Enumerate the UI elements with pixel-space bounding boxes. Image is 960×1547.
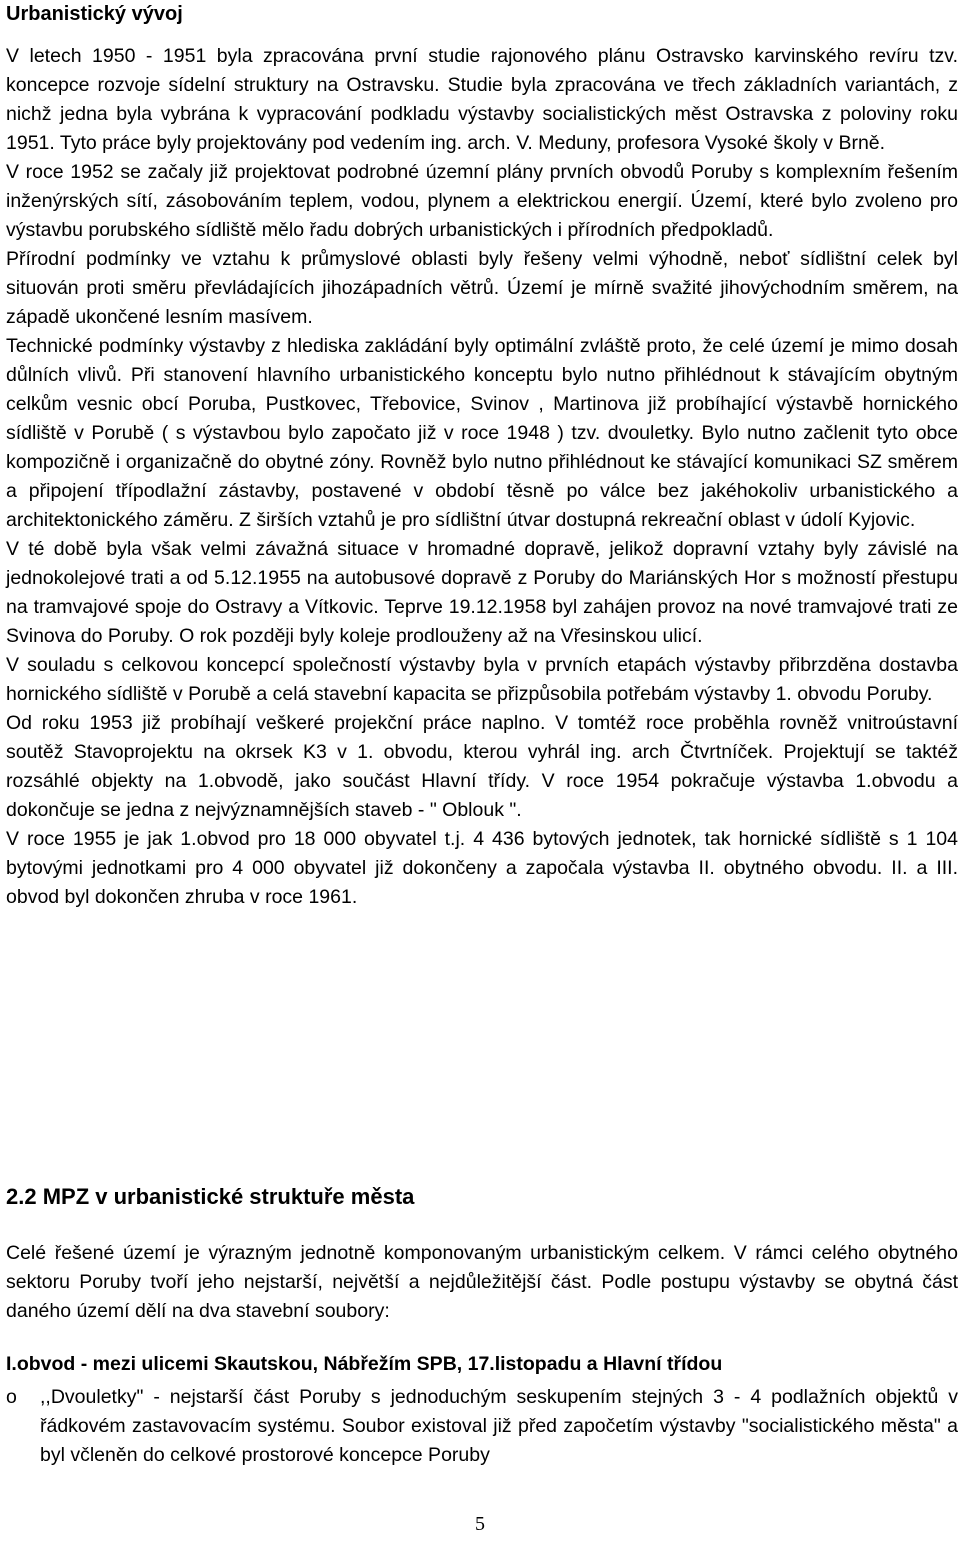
- paragraph: Technické podmínky výstavby z hlediska zakládání byly optimální zvláště proto, že celé území je mimo dosah důlních vlivů. Při stanovení hlavního urbanistického konceptu bylo nutno přihlédnout k stávajícím obytným celkům vesnic obcí Poruba, Pustkovec, Třebovice, Svinov , Martinova již probíhající výstavbě hornického sídliště v Porubě ( s výstavbou bylo započato již v roce 1948 ) tzv. dvouletky. Bylo nutno začlenit tyto obce kompozičně i organizačně do obytné zóny. Rovněž bylo nutno přihlédnout ke stávající komunikaci SZ směrem a připojení třípodlažní zástavby, postavené v období těsně po válce bez jakéhokoliv urbanistického a architektonického záměru. Z širších vztahů je pro sídlištní útvar dostupná rekreační oblast v údolí Kyjovic.: [6, 335, 958, 531]
- body-text: [6, 42, 958, 912]
- document-page: [6, 0, 958, 1466]
- list-item: [6, 1383, 958, 1470]
- subsection-heading: I.obvod - mezi ulicemi Skautskou, Nábřežím SPB, 17.listopadu a Hlavní třídou: [6, 1353, 723, 1375]
- bullet-icon: o: [6, 1386, 17, 1408]
- paragraph: V letech 1950 - 1951 byla zpracována první studie rajonového plánu Ostravsko karvinského revíru tzv. koncepce rozvoje sídelní struktury na Ostravsku. Studie byla zpracována ve třech základních variantách, z nichž jedna byla vybrána k vypracování podkladu výstavby socialistických měst Ostravska z poloviny roku 1951. Tyto práce byly projektovány pod vedením ing. arch. V. Meduny, profesora Vysoké školy v Brně.: [6, 45, 958, 154]
- list-item-text: ,,Dvouletky" - nejstarší část Poruby s jednoduchým seskupením stejných 3 - 4 podlažních objektů v řádkovém zastavovacím systému. Soubor existoval již před započetím výstavby "socialistického města" a byl včleněn do celkové prostorové koncepce Poruby: [40, 1386, 958, 1466]
- section-heading: 2.2 MPZ v urbanistické struktuře města: [6, 1184, 415, 1209]
- section-title: Urbanistický vývoj: [6, 3, 183, 25]
- paragraph: V té době byla však velmi závažná situace v hromadné dopravě, jelikož dopravní vztahy byly závislé na jednokolejové trati a od 5.12.1955 na autobusové dopravě z Poruby do Mariánských Hor s možností přestupu na tramvajové spoje do Ostravy a Vítkovic. Teprve 19.12.1958 byl zahájen provoz na nové tramvajové trati ze Svinova do Poruby. O rok později byly koleje prodlouženy až na Vřesinskou ulicí.: [6, 538, 958, 647]
- paragraph: Přírodní podmínky ve vztahu k průmyslové oblasti byly řešeny velmi výhodně, neboť sídlištní celek byl situován proti směru převládajících jihozápadních větrů. Území je mírně svažité jihovýchodním směrem, na západě ukončené lesním masívem.: [6, 248, 958, 328]
- page-number: 5: [475, 1513, 485, 1535]
- paragraph: V roce 1955 je jak 1.obvod pro 18 000 obyvatel t.j. 4 436 bytových jednotek, tak hornické sídliště s 1 104 bytovými jednotkami pro 4 000 obyvatel již dokončeny a započala výstavba II. obytného obvodu. II. a III. obvod byl dokončen zhruba v roce 1961.: [6, 828, 958, 908]
- paragraph: V roce 1952 se začaly již projektovat podrobné územní plány prvních obvodů Poruby s komplexním řešením inženýrských sítí, zásobováním teplem, vodou, plynem a elektrickou energií. Území, které bylo zvoleno pro výstavbu porubského sídliště mělo řadu dobrých urbanistických i přírodních předpokladů.: [6, 161, 958, 241]
- paragraph: Celé řešené území je výrazným jednotně komponovaným urbanistickým celkem. V rámci celého obytného sektoru Poruby tvoří jeho nejstarší, největší a nejdůležitější část. Podle postupu výstavby se obytná část daného území dělí na dva stavební soubory:: [6, 1242, 958, 1322]
- section-body: [6, 1239, 958, 1326]
- paragraph: Od roku 1953 již probíhají veškeré projekční práce naplno. V tomtéž roce proběhla rovněž vnitroústavní soutěž Stavoprojektu na okrsek K3 v 1. obvodu, kterou vyhrál ing. arch Čtvrtníček. Projektují se taktéž rozsáhlé objekty na 1.obvodě, jako součást Hlavní třídy. V roce 1954 pokračuje výstavba 1.obvodu a dokončuje se jedna z nejvýznamnějších staveb - " Oblouk ".: [6, 712, 958, 821]
- paragraph: V souladu s celkovou koncepcí společností výstavby byla v prvních etapách výstavby přibrzděna dostavba hornického sídliště v Porubě a celá stavební kapacita se přizpůsobila potřebám výstavby 1. obvodu Poruby.: [6, 654, 958, 705]
